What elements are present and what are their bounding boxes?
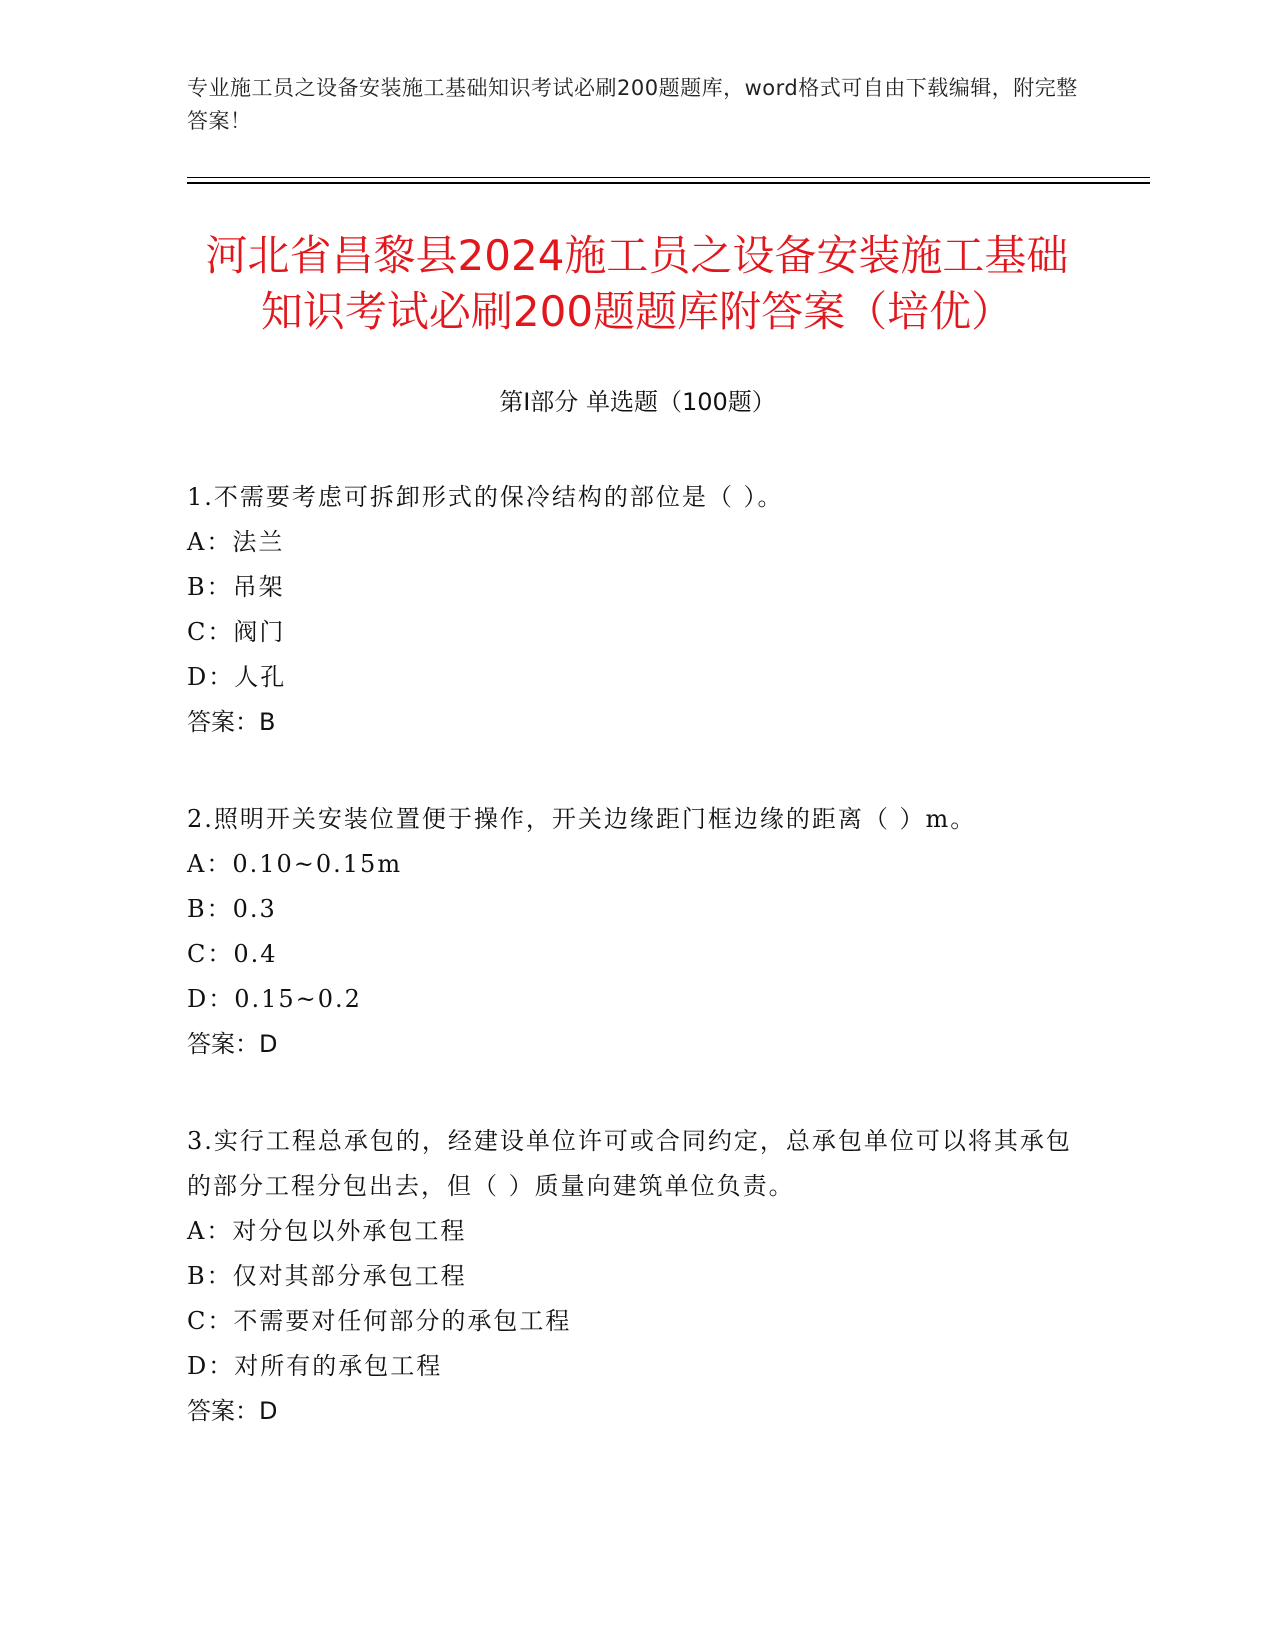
header-divider-thick (187, 182, 1150, 184)
option-d: D：0.15~0.2 (187, 985, 362, 1013)
option-d: D：人孔 (187, 663, 287, 691)
question-1 (187, 475, 1087, 745)
document-title: 河北省昌黎县2024施工员之设备安装施工基础知识考试必刷200题题库附答案（培优） (205, 231, 1069, 336)
option-d: D：对所有的承包工程 (187, 1352, 443, 1380)
option-a: A：对分包以外承包工程 (187, 1217, 467, 1245)
option-b: B：仅对其部分承包工程 (187, 1262, 467, 1290)
option-c: C：0.4 (187, 940, 278, 968)
option-c: C：阀门 (187, 618, 286, 646)
option-a: A：0.10~0.15m (187, 850, 403, 878)
option-b: B：吊架 (187, 573, 285, 601)
answer: 答案：D (187, 1030, 278, 1058)
question-2 (187, 797, 1087, 1067)
option-b: B：0.3 (187, 895, 277, 923)
option-a: A：法兰 (187, 528, 285, 556)
answer: 答案：B (187, 708, 276, 736)
question-stem: 3.实行工程总承包的，经建设单位许可或合同约定，总承包单位可以将其承包的部分工程分包出去，但（ ）质量向建筑单位负责。 (187, 1127, 1072, 1200)
header-divider-thin (187, 177, 1150, 178)
answer: 答案：D (187, 1397, 278, 1425)
question-3 (187, 1119, 1087, 1434)
option-c: C：不需要对任何部分的承包工程 (187, 1307, 572, 1335)
question-stem: 1.不需要考虑可拆卸形式的保冷结构的部位是（ ）。 (187, 483, 784, 511)
question-list (187, 475, 1087, 1486)
header-note: 专业施工员之设备安装施工基础知识考试必刷200题题库，word格式可自由下载编辑，附完整答案！ (187, 76, 1078, 133)
section-heading: 第Ⅰ部分 单选题（100题） (499, 388, 776, 416)
question-stem: 2.照明开关安装位置便于操作，开关边缘距门框边缘的距离（ ）m。 (187, 805, 977, 833)
